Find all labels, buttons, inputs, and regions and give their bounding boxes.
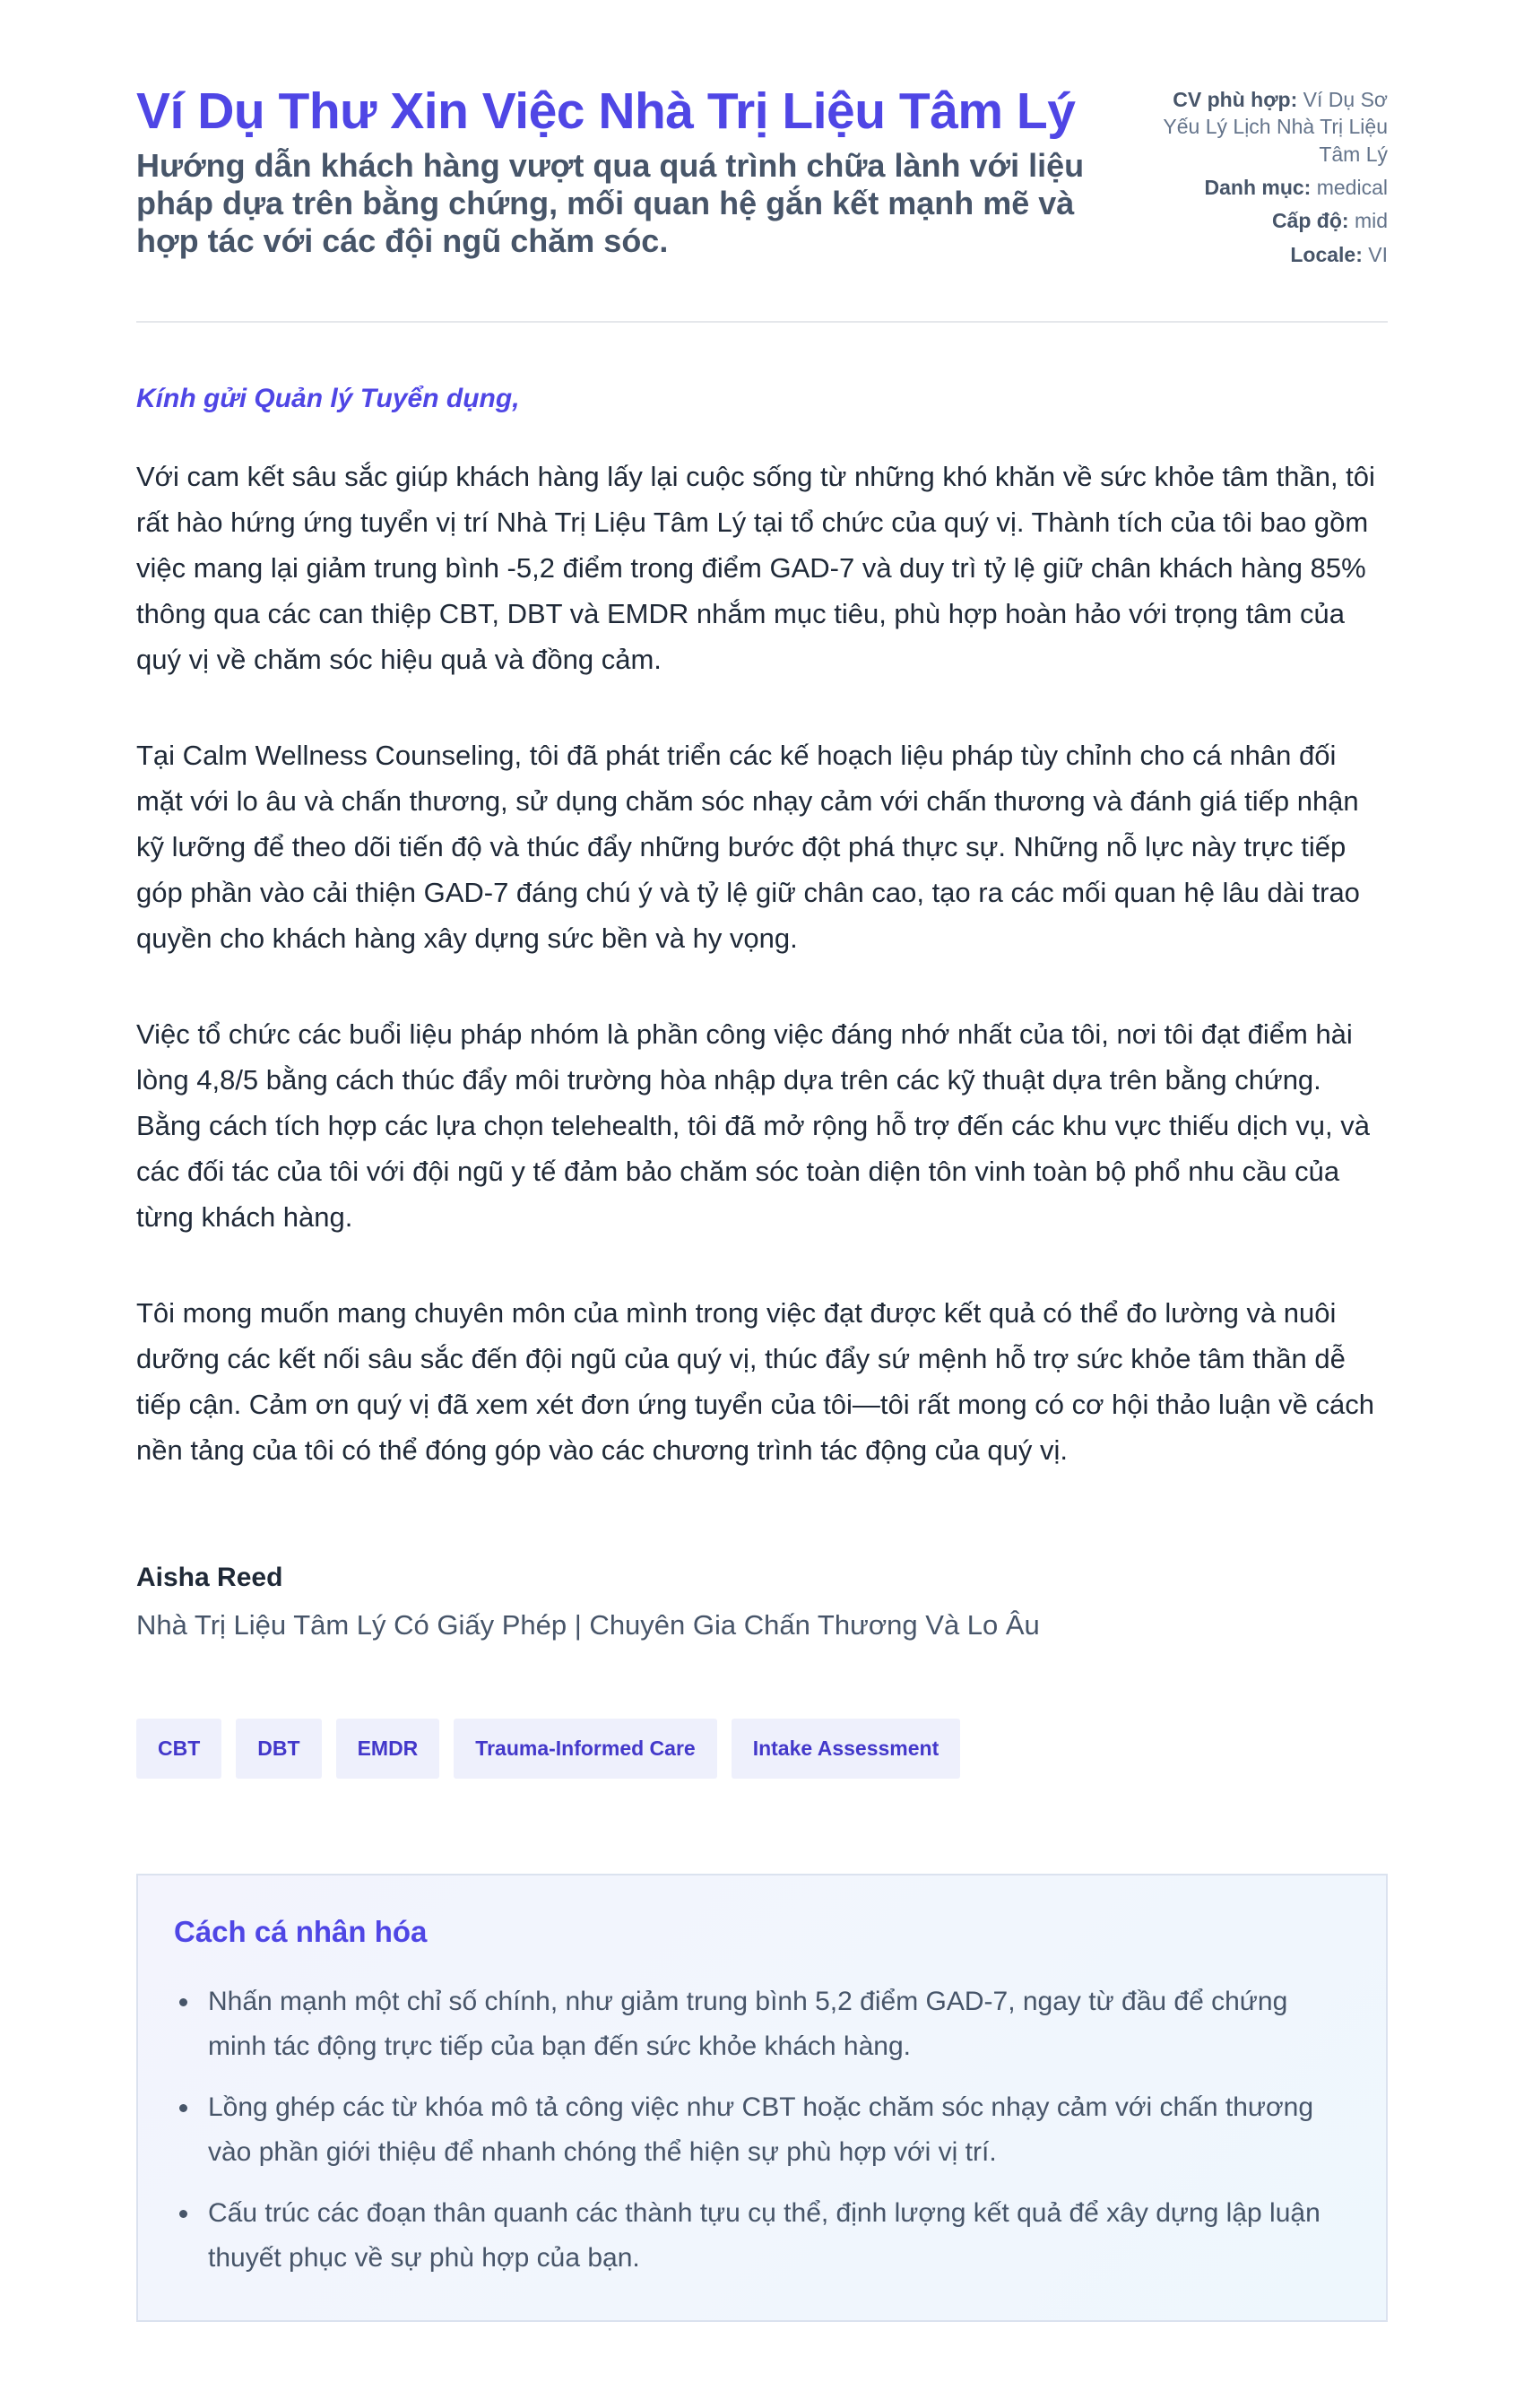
skill-tag: Trauma-Informed Care [454,1719,716,1779]
meta-level-key: Cấp độ: [1271,209,1349,233]
letter-paragraph: Với cam kết sâu sắc giúp khách hàng lấy lại cuộc sống từ những khó khăn về sức khỏe tâm thần, tôi rất hào hứng ứng tuyển vị trí Nhà Trị Liệu Tâm Lý tại tổ chức của quý vị. Thành tích của tôi bao gồm việc mang lại giảm trung bình -5,2 điểm trong điểm GAD-7 và duy trì tỷ lệ giữ chân khách hàng 85% thông qua các can thiệp CBT, DBT và EMDR nhắm mục tiêu, phù hợp hoàn hảo với trọng tâm của quý vị về chăm sóc hiệu quả và đồng cảm. [136,461,1375,676]
letter-salutation: Kính gửi Quản lý Tuyển dụng, [136,384,520,414]
meta-category-value: medical [1316,176,1388,200]
letter-paragraph: Việc tổ chức các buổi liệu pháp nhóm là phần công việc đáng nhớ nhất của tôi, nơi tôi đạt điểm hài lòng 4,8/5 bằng cách thúc đẩy môi trường hòa nhập dựa trên các kỹ thuật dựa trên bằng chứng. Bằng cách tích hợp các lựa chọn telehealth, tôi đã mở rộng hỗ trợ đến các khu vực thiếu dịch vụ, và các đối tác của tôi với đội ngũ y tế đảm bảo chăm sóc toàn diện tôn vinh toàn bộ phổ nhu cầu của từng khách hàng. [136,1018,1370,1234]
meta-panel [1146,82,1388,274]
skill-tag: CBT [136,1719,221,1779]
letter-paragraph: Tại Calm Wellness Counseling, tôi đã phát triển các kế hoạch liệu pháp tùy chỉnh cho cá nhân đối mặt với lo âu và chấn thương, sử dụng chăm sóc nhạy cảm với chấn thương và đánh giá tiếp nhận kỹ lưỡng để theo dõi tiến độ và thúc đẩy những bước đột phá thực sự. Những nỗ lực này trực tiếp góp phần vào cải thiện GAD-7 đáng chú ý và tỷ lệ giữ chân cao, tạo ra các mối quan hệ lâu dài trao quyền cho khách hàng xây dựng sức bền và hy vọng. [136,740,1360,955]
meta-locale [1146,241,1388,268]
meta-category [1146,174,1388,201]
page-subtitle: Hướng dẫn khách hàng vượt qua quá trình chữa lành với liệu pháp dựa trên bằng chứng, mối quan hệ gắn kết mạnh mẽ và hợp tác với các đội ngũ chăm sóc. [136,146,1085,259]
letter-paragraph: Tôi mong muốn mang chuyên môn của mình trong việc đạt được kết quả có thể đo lường và nuôi dưỡng các kết nối sâu sắc đến đội ngũ của quý vị, thúc đẩy sứ mệnh hỗ trợ sức khỏe tâm thần dễ tiếp cận. Cảm ơn quý vị đã xem xét đơn ứng tuyển của tôi—tôi rất mong có cơ hội thảo luận về cách nền tảng của tôi có thể đóng góp vào các chương trình tác động của quý vị. [136,1297,1375,1467]
page-header [136,82,1388,323]
meta-cv-key: CV phù hợp: [1173,88,1298,111]
meta-level [1146,207,1388,234]
skill-tag: Intake Assessment [732,1719,961,1779]
meta-category-key: Danh mục: [1204,176,1312,200]
meta-cv-value: Ví Dụ Sơ Yếu Lý Lịch Nhà Trị Liệu Tâm Lý [1163,88,1388,166]
skill-tag: EMDR [336,1719,440,1779]
tips-title: Cách cá nhân hóa [174,1915,428,1949]
tip-item: Nhấn mạnh một chỉ số chính, như giảm trung bình 5,2 điểm GAD-7, ngay từ đầu để chứng minh tác động trực tiếp của bạn đến sức khỏe khách hàng. [174,1979,1350,2069]
header-titles [136,82,1095,260]
skill-tag: DBT [236,1719,321,1779]
skill-tags [136,1719,1388,1779]
signature-title: Nhà Trị Liệu Tâm Lý Có Giấy Phép | Chuyên Gia Chấn Thương Và Lo Âu [136,1609,1040,1641]
meta-level-value: mid [1354,209,1388,233]
personalization-tips [136,1874,1388,2322]
signature-name: Aisha Reed [136,1563,283,1593]
meta-locale-key: Locale: [1290,242,1363,266]
page-title: Ví Dụ Thư Xin Việc Nhà Trị Liệu Tâm Lý [136,82,1076,140]
tip-item: Lồng ghép các từ khóa mô tả công việc như CBT hoặc chăm sóc nhạy cảm với chấn thương vào phần giới thiệu để nhanh chóng thể hiện sự phù hợp với vị trí. [174,2085,1350,2175]
tips-list [174,1979,1350,2281]
tip-item: Cấu trúc các đoạn thân quanh các thành tựu cụ thể, định lượng kết quả để xây dựng lập luận thuyết phục về sự phù hợp của bạn. [174,2191,1350,2281]
meta-cv [1146,86,1388,168]
meta-locale-value: VI [1368,242,1388,266]
